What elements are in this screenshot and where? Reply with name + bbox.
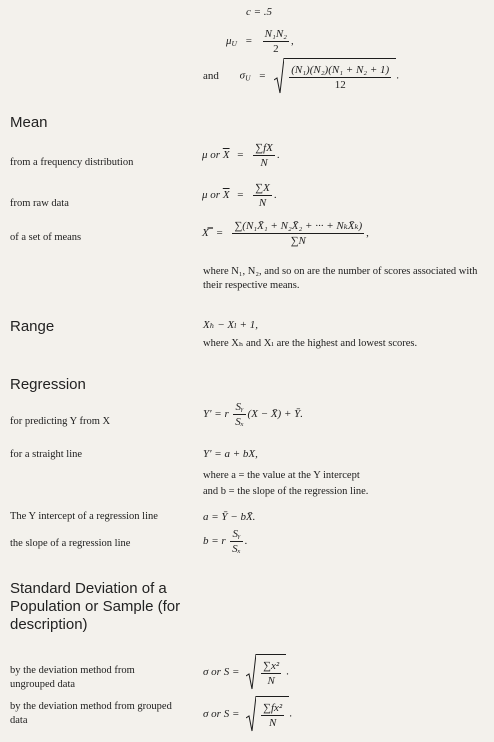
range-note: where Xₕ and Xₗ are the highest and lowest scores. bbox=[203, 338, 418, 349]
sd-ungrouped-formula bbox=[203, 654, 289, 690]
mean-set-fraction bbox=[232, 220, 364, 247]
regression-predict-lhs: Y′ = r bbox=[203, 408, 229, 421]
regression-intercept-label: The Y intercept of a regression line bbox=[10, 511, 158, 522]
mean-freq-fraction bbox=[253, 142, 275, 169]
regression-slope-tail: . bbox=[244, 535, 248, 548]
sd-ungrouped-radical bbox=[246, 654, 286, 690]
mu-u-lhs: μ bbox=[226, 35, 232, 48]
mean-raw-fraction bbox=[253, 182, 272, 209]
mean-set-num: ∑(N₁X̄₁ + N₂X̄₂ + ··· + NₖX̄ₖ) bbox=[234, 220, 363, 232]
radical-sign-icon bbox=[246, 696, 256, 732]
sd-grouped-radical bbox=[246, 696, 289, 732]
sigma-u-sub: U bbox=[245, 73, 251, 83]
mean-raw-tail: . bbox=[273, 189, 277, 202]
regression-intercept-formula bbox=[203, 511, 255, 523]
regression-line-formula bbox=[203, 448, 258, 460]
sigma-u-fraction bbox=[289, 64, 391, 91]
sd-ungrouped-den: N bbox=[267, 675, 275, 687]
sd-grouped-lhs: σ or S = bbox=[203, 707, 240, 720]
regression-predict-label: for predicting Y from X bbox=[10, 416, 111, 427]
mean-set-label: of a set of means bbox=[10, 232, 82, 243]
sd-grouped-formula bbox=[203, 696, 292, 732]
regression-predict-tail: (X − X̄) + Ȳ. bbox=[247, 408, 304, 421]
formula-sigma-u bbox=[203, 58, 399, 94]
regression-and-b: and b = the slope of the regression line. bbox=[203, 486, 369, 497]
mean-raw-formula bbox=[202, 182, 277, 209]
mean-raw-xbar: $\overline{X}$ bbox=[222, 189, 230, 202]
regression-slope-den: Sₓ bbox=[232, 543, 241, 555]
regression-slope-lhs: b = r bbox=[203, 535, 226, 548]
mu-u-sub: U bbox=[231, 39, 237, 49]
section-heading-regression: Regression bbox=[10, 376, 86, 393]
mean-freq-xbar: $\overline{X}$ bbox=[222, 149, 230, 162]
sigma-u-tail: . bbox=[396, 69, 399, 82]
mean-set-note: where N₁, N₂, and so on are the number of scores associated with their respective means. bbox=[203, 266, 478, 291]
mean-set-tail: , bbox=[366, 227, 369, 240]
mean-set-eq: = bbox=[216, 227, 223, 240]
mu-u-tail: , bbox=[291, 35, 294, 48]
regression-line-label: for a straight line bbox=[10, 449, 83, 460]
radical-sign-icon bbox=[274, 58, 284, 94]
regression-predict-formula bbox=[203, 401, 303, 428]
sd-ungrouped-lhs: σ or S = bbox=[203, 665, 240, 678]
section-heading-range: Range bbox=[10, 318, 55, 335]
regression-slope-label: the slope of a regression line bbox=[10, 538, 131, 549]
regression-intercept-text: a = Ȳ − bX̄. bbox=[203, 511, 256, 523]
formula-c bbox=[246, 6, 272, 18]
regression-line-text: Y′ = a + bX, bbox=[203, 448, 258, 460]
radical-sign-icon bbox=[246, 654, 256, 690]
mean-freq-lhs: μ or bbox=[202, 149, 221, 162]
regression-slope-fraction bbox=[230, 528, 242, 555]
range-formula bbox=[203, 318, 258, 331]
and-word: and bbox=[203, 69, 219, 82]
regression-slope-formula bbox=[203, 528, 247, 555]
sd-grouped-tail: . bbox=[289, 707, 292, 720]
regression-predict-num: Sᵧ bbox=[235, 401, 244, 413]
sigma-u-radical bbox=[274, 58, 396, 94]
mean-raw-num: ∑X bbox=[255, 182, 270, 194]
mean-raw-eq: = bbox=[237, 189, 244, 202]
sd-grouped-den: N bbox=[269, 717, 277, 729]
regression-where-a: where a = the value at the Y intercept bbox=[203, 470, 360, 481]
mean-freq-tail: . bbox=[276, 149, 280, 162]
section-heading-mean: Mean bbox=[10, 114, 48, 131]
mean-set-den: ∑N bbox=[290, 235, 306, 247]
mean-freq-formula bbox=[202, 142, 280, 169]
mean-raw-den: N bbox=[258, 197, 267, 209]
sd-ungrouped-num: ∑x² bbox=[263, 660, 280, 672]
mu-u-den: 2 bbox=[273, 43, 279, 55]
sd-grouped-num: ∑fx² bbox=[263, 702, 283, 714]
sd-ungrouped-fraction bbox=[261, 660, 281, 687]
formula-mu-u bbox=[226, 28, 294, 55]
mean-raw-lhs: μ or bbox=[202, 189, 221, 202]
sigma-u-den: 12 bbox=[334, 79, 346, 91]
sd-ungrouped-label: by the deviation method from ungrouped data bbox=[10, 665, 135, 690]
mean-freq-eq: = bbox=[237, 149, 244, 162]
mean-set-formula bbox=[202, 220, 369, 247]
sigma-u-lhs: σ bbox=[239, 69, 246, 82]
mean-set-lhs: X̿ bbox=[202, 227, 209, 240]
regression-predict-den: Sₓ bbox=[235, 416, 244, 428]
regression-predict-fraction bbox=[233, 401, 245, 428]
mu-u-eq: = bbox=[245, 35, 252, 48]
c-formula-text: c = .5 bbox=[246, 6, 273, 18]
range-formula-text: Xₕ − Xₗ + 1, bbox=[203, 319, 258, 331]
mean-freq-num: ∑fX bbox=[255, 142, 273, 154]
section-heading-standard-deviation: Standard Deviation of a Population or Sample (for description) bbox=[10, 580, 181, 633]
mean-freq-label: from a frequency distribution bbox=[10, 157, 134, 168]
regression-slope-num: Sᵧ bbox=[232, 528, 241, 540]
sd-grouped-fraction bbox=[261, 702, 284, 729]
sigma-u-num: (N₁)(N₂)(N₁ + N₂ + 1) bbox=[291, 64, 390, 76]
mu-u-num: N₁N₂ bbox=[264, 28, 287, 40]
mean-raw-label: from raw data bbox=[10, 198, 69, 209]
sd-ungrouped-tail: . bbox=[286, 665, 289, 678]
mu-u-fraction bbox=[263, 28, 289, 55]
mean-freq-den: N bbox=[260, 157, 268, 169]
sd-grouped-label: by the deviation method from grouped data bbox=[10, 701, 172, 726]
sigma-u-eq: = bbox=[259, 69, 266, 82]
